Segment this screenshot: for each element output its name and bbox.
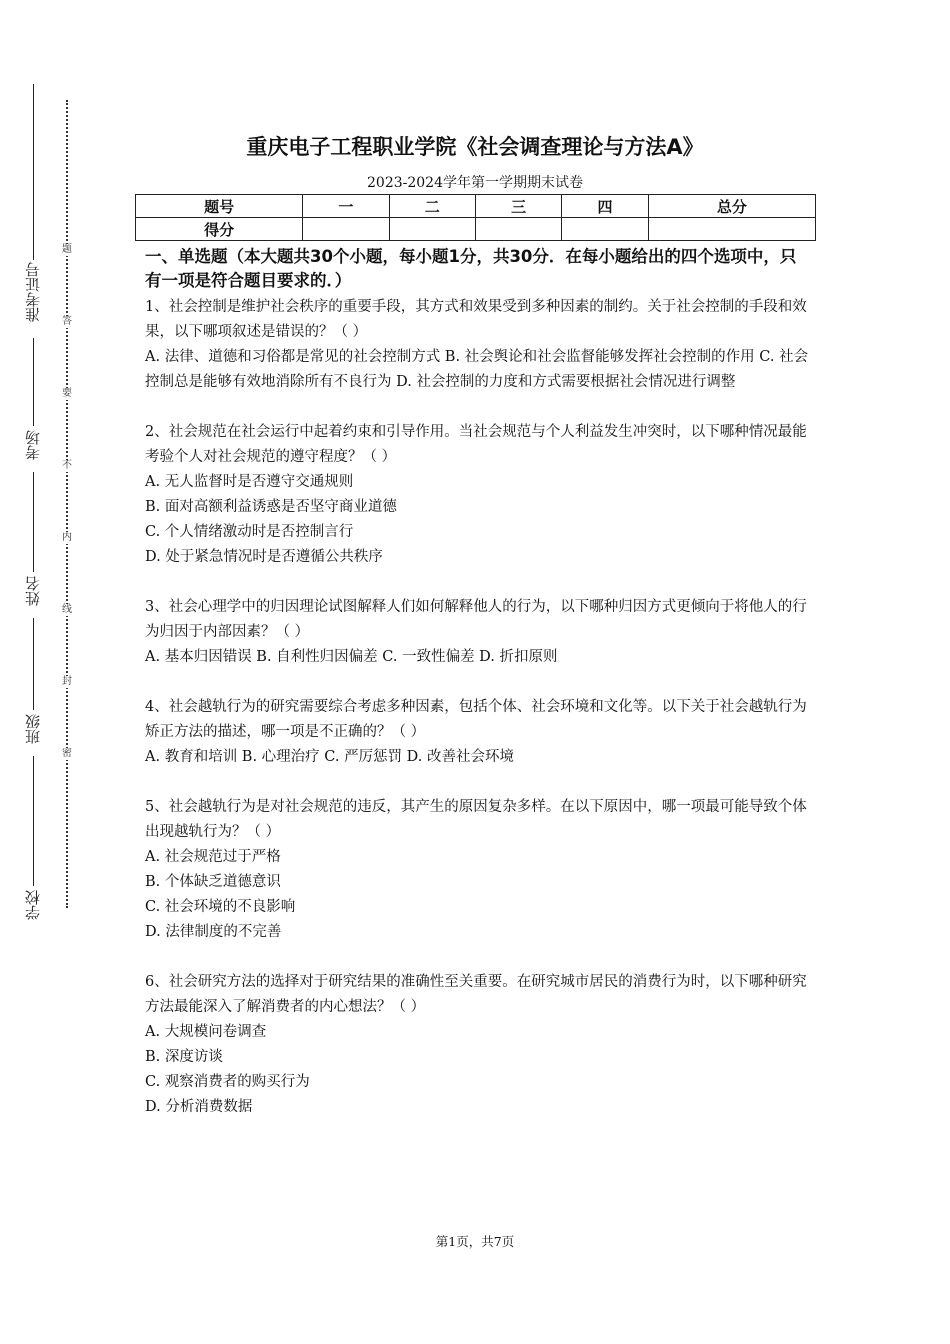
option-d: D. 分析消费数据 — [145, 1099, 253, 1115]
exam-content — [145, 245, 810, 1145]
score-header-cell: 总分 — [648, 195, 815, 218]
score-header-cell: 二 — [389, 195, 475, 218]
question-3 — [145, 595, 810, 670]
question-text: 6、社会研究方法的选择对于研究结果的准确性至关重要。在研究城市居民的消费行为时，以下哪种研究方法最能深入了解消费者的内心想法？（ ） — [145, 974, 807, 1015]
option-b: B. 深度访谈 — [145, 1049, 223, 1065]
option-c: C. 社会环境的不良影响 — [145, 899, 296, 915]
option-b: B. 面对高额利益诱惑是否坚守商业道德 — [145, 499, 397, 515]
binding-label-class: 班级 — [24, 714, 42, 744]
binding-line — [33, 472, 34, 572]
score-cell — [562, 218, 648, 241]
page-footer: 第1页，共7页 — [435, 1234, 515, 1249]
seal-char: 内 — [62, 532, 72, 543]
seal-char: 题 — [62, 244, 72, 255]
seal-char: 线 — [62, 604, 72, 615]
seal-char: 答 — [62, 316, 72, 327]
question-text: 5、社会越轨行为是对社会规范的违反，其产生的原因复杂多样。在以下原因中，哪一项最可能导致个体出现越轨行为？（ ） — [145, 799, 807, 840]
score-header-cell: 题号 — [136, 195, 303, 218]
binding-label-school: 学校 — [24, 890, 42, 920]
score-cell — [648, 218, 815, 241]
score-table-header-row — [136, 195, 816, 218]
question-6 — [145, 970, 810, 1120]
section-heading: 一、单选题（本大题共30个小题，每小题1分，共30分．在每小题给出的四个选项中，只有一项是符合题目要求的．） — [145, 247, 797, 290]
seal-dotted-line — [66, 100, 68, 908]
question-text: 2、社会规范在社会运行中起着约束和引导作用。当社会规范与个人利益发生冲突时，以下哪种情况最能考验个人对社会规范的遵守程度？（ ） — [145, 424, 807, 465]
binding-label-name: 姓名 — [24, 576, 42, 606]
exam-title: 重庆电子工程职业学院《社会调查理论与方法A》 — [246, 135, 704, 159]
question-text: 3、社会心理学中的归因理论试图解释人们如何解释他人的行为，以下哪种归因方式更倾向于将他人的行为归因于内部因素？（ ） — [145, 599, 807, 640]
binding-line — [33, 338, 34, 426]
question-text: 1、社会控制是维护社会秩序的重要手段，其方式和效果受到多种因素的制约。关于社会控制的手段和效果，以下哪项叙述是错误的？（ ） — [145, 299, 807, 340]
seal-char: 要 — [62, 388, 72, 399]
question-5 — [145, 795, 810, 945]
seal-char: 封 — [62, 676, 72, 687]
question-options: A. 教育和培训 B. 心理治疗 C. 严厉惩罚 D. 改善社会环境 — [145, 749, 515, 765]
option-a: A. 社会规范过于严格 — [145, 849, 281, 865]
exam-subtitle: 2023-2024学年第一学期期末试卷 — [367, 175, 583, 191]
question-options: A. 基本归因错误 B. 自利性归因偏差 C. 一致性偏差 D. 折扣原则 — [145, 649, 558, 665]
option-c: C. 个人情绪激动时是否控制言行 — [145, 524, 354, 540]
option-b: B. 个体缺乏道德意识 — [145, 874, 281, 890]
score-header-cell: 四 — [562, 195, 648, 218]
binding-line — [33, 756, 34, 886]
binding-label-exam-room: 考场 — [24, 430, 42, 460]
question-1 — [145, 295, 810, 395]
question-options: A. 法律、道德和习俗都是常见的社会控制方式 B. 社会舆论和社会监督能够发挥社会控制的作用 C. 社会控制总是能够有效地消除所有不良行为 D. 社会控制的力度和方式需要根据社会情况进行调整 — [145, 349, 809, 390]
score-cell — [303, 218, 389, 241]
option-c: C. 观察消费者的购买行为 — [145, 1074, 310, 1090]
score-table-score-row — [136, 218, 816, 241]
score-cell — [389, 218, 475, 241]
option-a: A. 大规模问卷调查 — [145, 1024, 267, 1040]
score-row-label: 得分 — [136, 218, 303, 241]
score-cell — [475, 218, 561, 241]
score-header-cell: 一 — [303, 195, 389, 218]
question-2 — [145, 420, 810, 570]
binding-line — [33, 618, 34, 710]
option-d: D. 法律制度的不完善 — [145, 924, 282, 940]
seal-char: 密 — [62, 748, 72, 759]
seal-char: 不 — [62, 460, 72, 471]
option-a: A. 无人监督时是否遵守交通规则 — [145, 474, 354, 490]
question-4 — [145, 695, 810, 770]
score-table — [135, 194, 816, 241]
question-text: 4、社会越轨行为的研究需要综合考虑多种因素，包括个体、社会环境和文化等。以下关于社会越轨行为矫正方法的描述，哪一项是不正确的？（ ） — [145, 699, 807, 740]
score-header-cell: 三 — [475, 195, 561, 218]
binding-label-exam-id: 准考证号 — [24, 262, 42, 322]
option-d: D. 处于紧急情况时是否遵循公共秩序 — [145, 549, 383, 565]
